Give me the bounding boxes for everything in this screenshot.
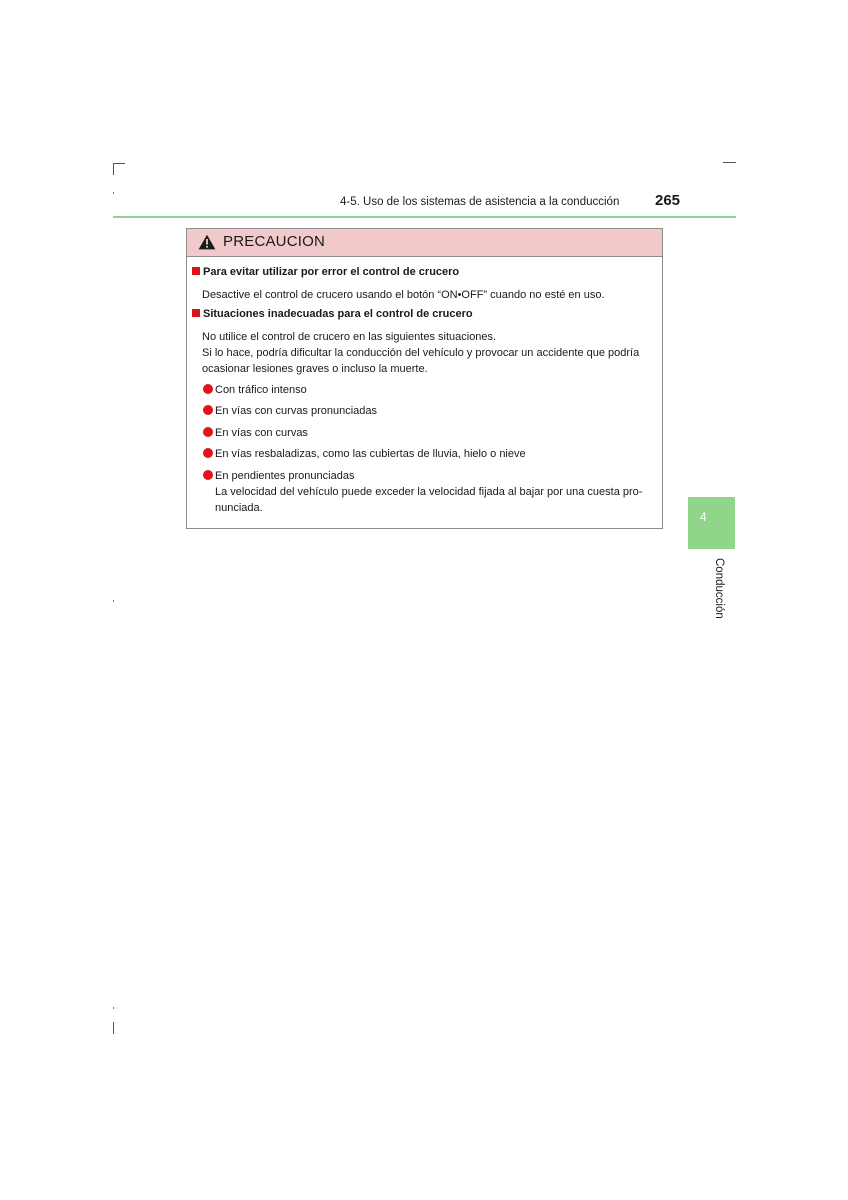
crop-mark [113,163,125,164]
header-rule [113,216,736,218]
section-title: 4-5. Uso de los sistemas de asistencia a la conducción [340,196,620,208]
page-number: 265 [655,192,681,209]
caution-paragraph: Desactive el control de crucero usando el botón “ON•OFF” cuando no esté en uso. [202,289,605,301]
round-bullet-icon [203,470,213,480]
caution-paragraph: No utilice el control de crucero en las siguientes situaciones. Si lo hace, podría dificultar la conducción del vehículo y provocar un accidente que podría ocasionar lesiones graves o incluso la muerte. [202,331,640,375]
caution-heading: Para evitar utilizar por error el control de crucero [192,266,459,278]
caution-title: PRECAUCION [223,233,326,250]
round-bullet-icon [203,384,213,394]
list-item: Con tráfico intenso [203,382,307,398]
round-bullet-icon [203,427,213,437]
registration-tick [113,600,114,602]
crop-mark [723,162,736,163]
round-bullet-icon [203,405,213,415]
chapter-label: Conducción [713,558,725,619]
list-item: En vías con curvas pronunciadas [203,403,377,419]
chapter-number: 4 [700,510,707,524]
list-item: En vías resbaladizas, como las cubiertas de lluvia, hielo o nieve [203,446,526,462]
crop-mark [113,1022,114,1034]
chapter-tab [688,497,735,549]
warning-triangle-icon [198,234,216,250]
crop-mark [113,163,114,175]
round-bullet-icon [203,448,213,458]
square-bullet-icon [192,309,200,317]
square-bullet-icon [192,267,200,275]
list-item: En vías con curvas [203,425,308,441]
list-item: En pendientes pronunciadas La velocidad del vehículo puede exceder la velocidad fijada al bajar por una cuesta pro- nunciada. [203,468,642,516]
registration-tick [113,1007,114,1009]
registration-tick [113,192,114,194]
caution-header [187,229,662,257]
caution-heading: Situaciones inadecuadas para el control de crucero [192,308,473,320]
caution-box [186,228,663,529]
